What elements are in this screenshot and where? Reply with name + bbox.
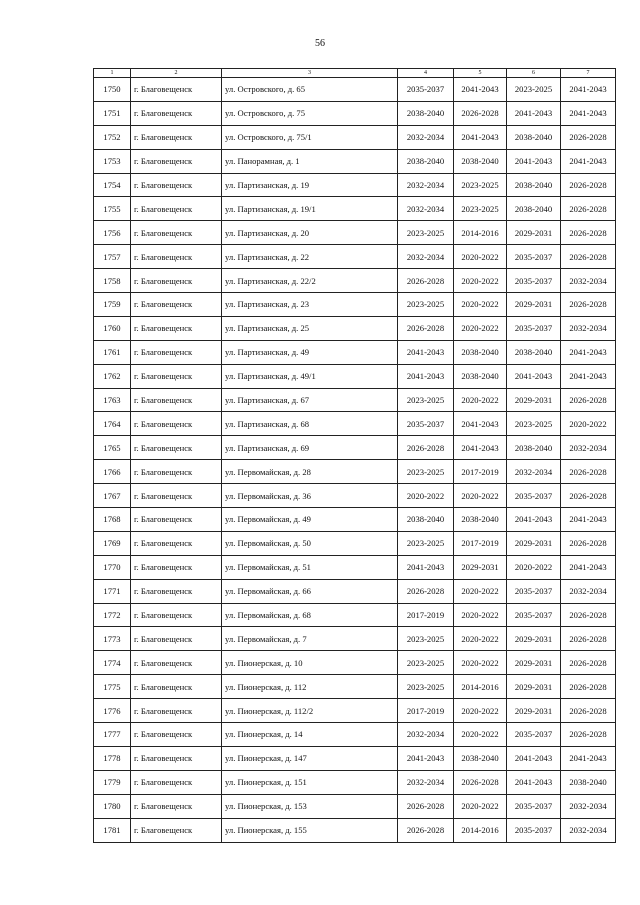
period-cell: 2038-2040	[454, 508, 507, 532]
period-cell: 2026-2028	[561, 651, 616, 675]
period-cell: 2026-2028	[398, 794, 454, 818]
period-cell: 2023-2025	[454, 197, 507, 221]
table-row	[94, 388, 616, 412]
period-cell: 2035-2037	[507, 269, 561, 293]
period-cell: 2026-2028	[398, 436, 454, 460]
period-cell: 2032-2034	[507, 460, 561, 484]
period-cell: 2029-2031	[507, 388, 561, 412]
row-number-cell: 1756	[94, 221, 131, 245]
row-number-cell: 1760	[94, 316, 131, 340]
address-cell: ул. Пионерская, д. 153	[222, 794, 398, 818]
row-number-cell: 1776	[94, 699, 131, 723]
row-number-cell: 1755	[94, 197, 131, 221]
period-cell: 2029-2031	[507, 651, 561, 675]
period-cell: 2041-2043	[454, 412, 507, 436]
table-row	[94, 316, 616, 340]
column-number-header-row	[94, 69, 616, 78]
city-cell: г. Благовещенск	[131, 125, 222, 149]
row-number-cell: 1769	[94, 531, 131, 555]
table-row	[94, 699, 616, 723]
period-cell: 2041-2043	[561, 364, 616, 388]
period-cell: 2020-2022	[454, 723, 507, 747]
period-cell: 2041-2043	[454, 125, 507, 149]
city-cell: г. Благовещенск	[131, 723, 222, 747]
city-cell: г. Благовещенск	[131, 794, 222, 818]
period-cell: 2026-2028	[561, 173, 616, 197]
period-cell: 2026-2028	[454, 770, 507, 794]
period-cell: 2026-2028	[561, 675, 616, 699]
period-cell: 2026-2028	[561, 293, 616, 317]
period-cell: 2032-2034	[398, 770, 454, 794]
address-cell: ул. Панорамная, д. 1	[222, 149, 398, 173]
address-cell: ул. Партизанская, д. 68	[222, 412, 398, 436]
period-cell: 2026-2028	[561, 388, 616, 412]
row-number-cell: 1752	[94, 125, 131, 149]
period-cell: 2038-2040	[561, 770, 616, 794]
address-cell: ул. Островского, д. 75	[222, 101, 398, 125]
address-cell: ул. Партизанская, д. 49/1	[222, 364, 398, 388]
period-cell: 2026-2028	[561, 221, 616, 245]
row-number-cell: 1754	[94, 173, 131, 197]
city-cell: г. Благовещенск	[131, 531, 222, 555]
table-row	[94, 125, 616, 149]
period-cell: 2023-2025	[507, 412, 561, 436]
period-cell: 2041-2043	[507, 101, 561, 125]
period-cell: 2023-2025	[398, 531, 454, 555]
city-cell: г. Благовещенск	[131, 173, 222, 197]
period-cell: 2032-2034	[398, 125, 454, 149]
row-number-cell: 1753	[94, 149, 131, 173]
period-cell: 2020-2022	[454, 293, 507, 317]
city-cell: г. Благовещенск	[131, 221, 222, 245]
period-cell: 2029-2031	[507, 675, 561, 699]
row-number-cell: 1750	[94, 78, 131, 102]
column-number-header: 2	[131, 69, 222, 78]
city-cell: г. Благовещенск	[131, 746, 222, 770]
period-cell: 2020-2022	[398, 484, 454, 508]
period-cell: 2041-2043	[507, 508, 561, 532]
row-number-cell: 1768	[94, 508, 131, 532]
period-cell: 2020-2022	[454, 627, 507, 651]
period-cell: 2026-2028	[561, 723, 616, 747]
period-cell: 2023-2025	[398, 460, 454, 484]
table-row	[94, 508, 616, 532]
period-cell: 2041-2043	[398, 555, 454, 579]
city-cell: г. Благовещенск	[131, 316, 222, 340]
period-cell: 2038-2040	[398, 149, 454, 173]
period-cell: 2020-2022	[454, 603, 507, 627]
period-cell: 2035-2037	[507, 484, 561, 508]
period-cell: 2032-2034	[561, 579, 616, 603]
row-number-cell: 1759	[94, 293, 131, 317]
row-number-cell: 1757	[94, 245, 131, 269]
period-cell: 2026-2028	[561, 125, 616, 149]
period-cell: 2032-2034	[398, 173, 454, 197]
period-cell: 2038-2040	[398, 101, 454, 125]
address-cell: ул. Первомайская, д. 49	[222, 508, 398, 532]
table-row	[94, 340, 616, 364]
address-cell: ул. Первомайская, д. 28	[222, 460, 398, 484]
address-cell: ул. Островского, д. 65	[222, 78, 398, 102]
row-number-cell: 1773	[94, 627, 131, 651]
column-number-header: 6	[507, 69, 561, 78]
period-cell: 2032-2034	[561, 436, 616, 460]
row-number-cell: 1775	[94, 675, 131, 699]
period-cell: 2026-2028	[561, 603, 616, 627]
period-cell: 2032-2034	[398, 723, 454, 747]
table-body	[94, 78, 616, 843]
period-cell: 2023-2025	[398, 627, 454, 651]
table-row	[94, 269, 616, 293]
period-cell: 2023-2025	[398, 675, 454, 699]
row-number-cell: 1751	[94, 101, 131, 125]
period-cell: 2020-2022	[454, 316, 507, 340]
address-cell: ул. Пионерская, д. 10	[222, 651, 398, 675]
address-cell: ул. Партизанская, д. 22/2	[222, 269, 398, 293]
period-cell: 2041-2043	[561, 78, 616, 102]
table-row	[94, 364, 616, 388]
city-cell: г. Благовещенск	[131, 818, 222, 842]
period-cell: 2023-2025	[398, 651, 454, 675]
address-cell: ул. Пионерская, д. 14	[222, 723, 398, 747]
address-cell: ул. Партизанская, д. 20	[222, 221, 398, 245]
address-cell: ул. Партизанская, д. 22	[222, 245, 398, 269]
period-cell: 2041-2043	[398, 746, 454, 770]
row-number-cell: 1767	[94, 484, 131, 508]
column-number-header: 7	[561, 69, 616, 78]
period-cell: 2038-2040	[507, 173, 561, 197]
row-number-cell: 1763	[94, 388, 131, 412]
column-number-header: 5	[454, 69, 507, 78]
period-cell: 2038-2040	[507, 436, 561, 460]
address-cell: ул. Партизанская, д. 49	[222, 340, 398, 364]
period-cell: 2017-2019	[398, 603, 454, 627]
period-cell: 2029-2031	[507, 221, 561, 245]
row-number-cell: 1781	[94, 818, 131, 842]
period-cell: 2035-2037	[507, 579, 561, 603]
city-cell: г. Благовещенск	[131, 149, 222, 173]
address-cell: ул. Партизанская, д. 67	[222, 388, 398, 412]
period-cell: 2035-2037	[507, 794, 561, 818]
period-cell: 2032-2034	[561, 316, 616, 340]
period-cell: 2026-2028	[398, 818, 454, 842]
table-row	[94, 101, 616, 125]
row-number-cell: 1765	[94, 436, 131, 460]
period-cell: 2041-2043	[561, 101, 616, 125]
period-cell: 2032-2034	[398, 245, 454, 269]
period-cell: 2038-2040	[454, 340, 507, 364]
period-cell: 2038-2040	[454, 364, 507, 388]
city-cell: г. Благовещенск	[131, 412, 222, 436]
row-number-cell: 1780	[94, 794, 131, 818]
period-cell: 2041-2043	[507, 746, 561, 770]
period-cell: 2041-2043	[507, 770, 561, 794]
address-cell: ул. Партизанская, д. 25	[222, 316, 398, 340]
column-number-header: 1	[94, 69, 131, 78]
period-cell: 2020-2022	[454, 269, 507, 293]
table-row	[94, 78, 616, 102]
period-cell: 2020-2022	[454, 484, 507, 508]
column-number-header: 3	[222, 69, 398, 78]
period-cell: 2017-2019	[398, 699, 454, 723]
city-cell: г. Благовещенск	[131, 484, 222, 508]
address-cell: ул. Пионерская, д. 112/2	[222, 699, 398, 723]
table-row	[94, 651, 616, 675]
table-row	[94, 412, 616, 436]
table-row	[94, 436, 616, 460]
period-cell: 2020-2022	[454, 388, 507, 412]
period-cell: 2038-2040	[454, 149, 507, 173]
address-cell: ул. Первомайская, д. 7	[222, 627, 398, 651]
city-cell: г. Благовещенск	[131, 364, 222, 388]
period-cell: 2029-2031	[454, 555, 507, 579]
period-cell: 2041-2043	[398, 340, 454, 364]
row-number-cell: 1771	[94, 579, 131, 603]
period-cell: 2014-2016	[454, 221, 507, 245]
table-row	[94, 627, 616, 651]
table-row	[94, 603, 616, 627]
address-cell: ул. Пионерская, д. 151	[222, 770, 398, 794]
address-cell: ул. Партизанская, д. 23	[222, 293, 398, 317]
city-cell: г. Благовещенск	[131, 460, 222, 484]
housing-repair-schedule-table	[93, 68, 616, 843]
address-cell: ул. Первомайская, д. 50	[222, 531, 398, 555]
period-cell: 2020-2022	[561, 412, 616, 436]
period-cell: 2026-2028	[561, 245, 616, 269]
period-cell: 2026-2028	[398, 316, 454, 340]
period-cell: 2017-2019	[454, 460, 507, 484]
city-cell: г. Благовещенск	[131, 651, 222, 675]
row-number-cell: 1766	[94, 460, 131, 484]
period-cell: 2026-2028	[561, 484, 616, 508]
period-cell: 2041-2043	[454, 436, 507, 460]
table-row	[94, 221, 616, 245]
period-cell: 2026-2028	[454, 101, 507, 125]
period-cell: 2020-2022	[454, 651, 507, 675]
table-row	[94, 531, 616, 555]
address-cell: ул. Партизанская, д. 69	[222, 436, 398, 460]
period-cell: 2032-2034	[561, 269, 616, 293]
city-cell: г. Благовещенск	[131, 603, 222, 627]
row-number-cell: 1764	[94, 412, 131, 436]
city-cell: г. Благовещенск	[131, 245, 222, 269]
table-row	[94, 746, 616, 770]
table-row	[94, 293, 616, 317]
period-cell: 2020-2022	[454, 794, 507, 818]
period-cell: 2041-2043	[398, 364, 454, 388]
row-number-cell: 1762	[94, 364, 131, 388]
row-number-cell: 1774	[94, 651, 131, 675]
period-cell: 2041-2043	[561, 340, 616, 364]
period-cell: 2026-2028	[561, 460, 616, 484]
address-cell: ул. Первомайская, д. 36	[222, 484, 398, 508]
table-row	[94, 818, 616, 842]
city-cell: г. Благовещенск	[131, 78, 222, 102]
table-row	[94, 245, 616, 269]
period-cell: 2026-2028	[398, 579, 454, 603]
table-row	[94, 197, 616, 221]
period-cell: 2023-2025	[398, 221, 454, 245]
table-row	[94, 579, 616, 603]
city-cell: г. Благовещенск	[131, 579, 222, 603]
city-cell: г. Благовещенск	[131, 293, 222, 317]
period-cell: 2020-2022	[454, 245, 507, 269]
period-cell: 2035-2037	[507, 818, 561, 842]
city-cell: г. Благовещенск	[131, 388, 222, 412]
column-number-header: 4	[398, 69, 454, 78]
row-number-cell: 1777	[94, 723, 131, 747]
address-cell: ул. Партизанская, д. 19/1	[222, 197, 398, 221]
period-cell: 2038-2040	[454, 746, 507, 770]
table-row	[94, 555, 616, 579]
period-cell: 2032-2034	[561, 794, 616, 818]
period-cell: 2026-2028	[561, 627, 616, 651]
period-cell: 2014-2016	[454, 675, 507, 699]
city-cell: г. Благовещенск	[131, 555, 222, 579]
period-cell: 2032-2034	[561, 818, 616, 842]
period-cell: 2041-2043	[561, 149, 616, 173]
address-cell: ул. Островского, д. 75/1	[222, 125, 398, 149]
period-cell: 2020-2022	[454, 699, 507, 723]
address-cell: ул. Пионерская, д. 155	[222, 818, 398, 842]
period-cell: 2026-2028	[561, 699, 616, 723]
period-cell: 2026-2028	[561, 531, 616, 555]
row-number-cell: 1770	[94, 555, 131, 579]
period-cell: 2041-2043	[561, 746, 616, 770]
period-cell: 2029-2031	[507, 699, 561, 723]
period-cell: 2038-2040	[398, 508, 454, 532]
city-cell: г. Благовещенск	[131, 197, 222, 221]
address-cell: ул. Первомайская, д. 66	[222, 579, 398, 603]
period-cell: 2020-2022	[507, 555, 561, 579]
period-cell: 2023-2025	[507, 78, 561, 102]
period-cell: 2041-2043	[561, 508, 616, 532]
row-number-cell: 1758	[94, 269, 131, 293]
period-cell: 2041-2043	[507, 149, 561, 173]
period-cell: 2041-2043	[454, 78, 507, 102]
period-cell: 2038-2040	[507, 125, 561, 149]
period-cell: 2035-2037	[507, 723, 561, 747]
period-cell: 2029-2031	[507, 627, 561, 651]
table-row	[94, 723, 616, 747]
period-cell: 2038-2040	[507, 340, 561, 364]
city-cell: г. Благовещенск	[131, 508, 222, 532]
city-cell: г. Благовещенск	[131, 699, 222, 723]
address-cell: ул. Пионерская, д. 112	[222, 675, 398, 699]
period-cell: 2035-2037	[398, 78, 454, 102]
table-row	[94, 675, 616, 699]
period-cell: 2035-2037	[507, 245, 561, 269]
table-row	[94, 173, 616, 197]
city-cell: г. Благовещенск	[131, 269, 222, 293]
address-cell: ул. Первомайская, д. 68	[222, 603, 398, 627]
period-cell: 2023-2025	[454, 173, 507, 197]
city-cell: г. Благовещенск	[131, 675, 222, 699]
city-cell: г. Благовещенск	[131, 340, 222, 364]
address-cell: ул. Пионерская, д. 147	[222, 746, 398, 770]
table-row	[94, 149, 616, 173]
table-row	[94, 460, 616, 484]
period-cell: 2035-2037	[507, 603, 561, 627]
period-cell: 2026-2028	[398, 269, 454, 293]
period-cell: 2032-2034	[398, 197, 454, 221]
period-cell: 2035-2037	[507, 316, 561, 340]
period-cell: 2041-2043	[507, 364, 561, 388]
period-cell: 2023-2025	[398, 388, 454, 412]
period-cell: 2017-2019	[454, 531, 507, 555]
period-cell: 2041-2043	[561, 555, 616, 579]
row-number-cell: 1778	[94, 746, 131, 770]
period-cell: 2014-2016	[454, 818, 507, 842]
address-cell: ул. Первомайская, д. 51	[222, 555, 398, 579]
address-cell: ул. Партизанская, д. 19	[222, 173, 398, 197]
period-cell: 2020-2022	[454, 579, 507, 603]
city-cell: г. Благовещенск	[131, 627, 222, 651]
table-row	[94, 770, 616, 794]
period-cell: 2029-2031	[507, 531, 561, 555]
city-cell: г. Благовещенск	[131, 770, 222, 794]
period-cell: 2029-2031	[507, 293, 561, 317]
period-cell: 2035-2037	[398, 412, 454, 436]
city-cell: г. Благовещенск	[131, 101, 222, 125]
row-number-cell: 1779	[94, 770, 131, 794]
city-cell: г. Благовещенск	[131, 436, 222, 460]
table-row	[94, 794, 616, 818]
row-number-cell: 1772	[94, 603, 131, 627]
row-number-cell: 1761	[94, 340, 131, 364]
table-row	[94, 484, 616, 508]
period-cell: 2026-2028	[561, 197, 616, 221]
period-cell: 2038-2040	[507, 197, 561, 221]
page-number: 56	[315, 38, 325, 49]
period-cell: 2023-2025	[398, 293, 454, 317]
